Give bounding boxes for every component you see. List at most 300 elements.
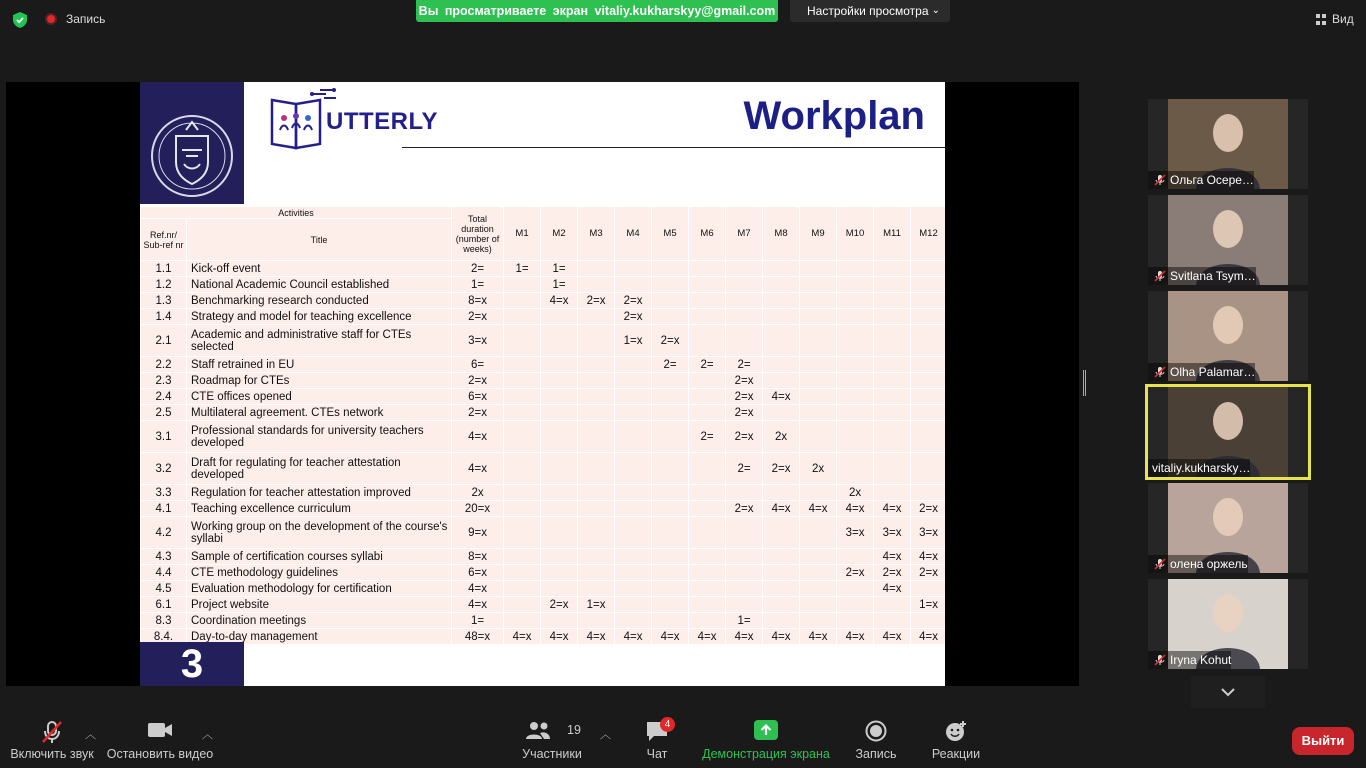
chevron-down-icon — [1191, 676, 1265, 708]
row-month-cell — [615, 613, 652, 629]
row-ref: 8.3 — [141, 613, 187, 629]
row-month-cell — [578, 517, 615, 549]
row-month-cell — [911, 309, 945, 325]
row-month-cell — [800, 277, 837, 293]
row-month-cell — [541, 389, 578, 405]
participants-label: Участники — [522, 747, 582, 761]
header-month: M3 — [578, 207, 615, 261]
participant-tile[interactable] — [1148, 195, 1308, 285]
row-month-cell: 2=x — [911, 501, 945, 517]
row-month-cell: 4=x — [800, 629, 837, 645]
row-month-cell — [689, 549, 726, 565]
row-ref: 2.5 — [141, 405, 187, 421]
video-camera-icon — [147, 720, 173, 740]
row-month-cell: 1= — [504, 261, 541, 277]
row-month-cell: 4=x — [837, 629, 874, 645]
participant-name: Svitlana Tsym… — [1148, 267, 1256, 285]
row-month-cell: 2=x — [726, 405, 763, 421]
row-month-cell: 4=x — [874, 629, 911, 645]
stop-video-button[interactable] — [106, 710, 214, 768]
row-month-cell — [615, 597, 652, 613]
row-month-cell: 3=x — [911, 517, 945, 549]
row-month-cell: 2= — [726, 357, 763, 373]
row-month-cell — [541, 501, 578, 517]
view-button[interactable]: Вид — [1332, 12, 1354, 26]
row-month-cell — [874, 389, 911, 405]
row-ref: 4.5 — [141, 581, 187, 597]
view-settings-button[interactable] — [790, 0, 950, 22]
row-month-cell — [578, 581, 615, 597]
row-ref: 1.1 — [141, 261, 187, 277]
row-month-cell — [911, 357, 945, 373]
table-row — [141, 613, 946, 629]
row-month-cell: 3=x — [874, 517, 911, 549]
row-month-cell: 4=x — [726, 629, 763, 645]
table-row — [141, 421, 946, 453]
leave-meeting-button[interactable]: Выйти — [1292, 727, 1354, 755]
row-month-cell: 4=x — [874, 549, 911, 565]
row-total-duration: 8=x — [452, 549, 504, 565]
header-month: M12 — [911, 207, 945, 261]
row-total-duration: 1= — [452, 613, 504, 629]
header-ref: Ref.nr/ Sub-ref nr — [141, 219, 187, 261]
row-month-cell — [689, 485, 726, 501]
row-month-cell — [689, 261, 726, 277]
row-month-cell — [504, 613, 541, 629]
table-row — [141, 261, 946, 277]
row-month-cell — [504, 453, 541, 485]
participant-tile[interactable] — [1148, 387, 1308, 477]
table-row — [141, 405, 946, 421]
row-month-cell — [763, 581, 800, 597]
utterly-logo-text: UTTERLY — [326, 108, 438, 135]
row-month-cell — [726, 485, 763, 501]
row-ref: 1.3 — [141, 293, 187, 309]
row-month-cell: 4=x — [763, 629, 800, 645]
chevron-down-icon: ⌄ — [931, 5, 940, 16]
row-month-cell — [541, 405, 578, 421]
row-month-cell — [504, 549, 541, 565]
row-month-cell — [726, 325, 763, 357]
row-month-cell — [763, 373, 800, 389]
header-month: M10 — [837, 207, 874, 261]
row-month-cell — [837, 421, 874, 453]
row-month-cell: 4=x — [911, 629, 945, 645]
row-month-cell: 2=x — [911, 565, 945, 581]
row-month-cell — [615, 517, 652, 549]
row-month-cell — [837, 453, 874, 485]
participant-tile[interactable] — [1148, 483, 1308, 573]
row-month-cell: 4=x — [689, 629, 726, 645]
participant-name: Iryna Kohut — [1148, 651, 1231, 669]
row-month-cell — [504, 485, 541, 501]
row-month-cell — [541, 565, 578, 581]
row-month-cell — [911, 389, 945, 405]
row-month-cell — [652, 549, 689, 565]
row-month-cell — [504, 357, 541, 373]
gallery-scroll-down-button[interactable] — [1191, 676, 1265, 708]
row-month-cell: 4=x — [837, 501, 874, 517]
row-month-cell: 4=x — [504, 629, 541, 645]
microphone-muted-icon — [40, 720, 64, 744]
grid-view-icon[interactable] — [1316, 14, 1327, 25]
row-month-cell — [652, 581, 689, 597]
row-month-cell — [837, 549, 874, 565]
share-screen-label: Демонстрация экрана — [702, 747, 830, 761]
row-month-cell — [689, 581, 726, 597]
row-month-cell — [541, 485, 578, 501]
row-month-cell — [800, 373, 837, 389]
row-month-cell — [911, 373, 945, 389]
participant-tile[interactable] — [1148, 99, 1308, 189]
row-month-cell — [541, 325, 578, 357]
row-month-cell — [652, 389, 689, 405]
row-month-cell — [615, 421, 652, 453]
row-month-cell — [504, 517, 541, 549]
row-month-cell — [541, 549, 578, 565]
participants-button[interactable] — [516, 710, 588, 768]
row-title: Multilateral agreement. CTEs network — [187, 405, 452, 421]
title-divider — [402, 147, 945, 148]
microphone-muted-icon — [1154, 270, 1166, 282]
row-month-cell: 2=x — [874, 565, 911, 581]
row-month-cell — [837, 597, 874, 613]
row-month-cell — [726, 581, 763, 597]
row-month-cell — [874, 373, 911, 389]
row-month-cell — [689, 325, 726, 357]
microphone-muted-icon — [1154, 558, 1166, 570]
header-month: M6 — [689, 207, 726, 261]
row-month-cell — [652, 373, 689, 389]
row-month-cell — [763, 613, 800, 629]
participant-tile[interactable] — [1148, 291, 1308, 381]
recording-label: Запись — [66, 12, 106, 26]
participant-name: Ольга Осере… — [1148, 171, 1254, 189]
header-title: Title — [187, 219, 452, 261]
row-month-cell — [578, 309, 615, 325]
row-total-duration: 8=x — [452, 293, 504, 309]
row-total-duration: 6=x — [452, 389, 504, 405]
row-month-cell — [504, 293, 541, 309]
row-month-cell: 4=x — [874, 581, 911, 597]
participant-tile[interactable] — [1148, 579, 1308, 669]
row-month-cell — [837, 293, 874, 309]
row-ref: 3.2 — [141, 453, 187, 485]
row-month-cell — [615, 405, 652, 421]
row-month-cell: 2=x — [541, 597, 578, 613]
row-title: Professional standards for university teachers developed — [187, 421, 452, 453]
row-month-cell — [874, 357, 911, 373]
row-month-cell — [837, 277, 874, 293]
row-month-cell — [578, 357, 615, 373]
row-month-cell: 2=x — [615, 309, 652, 325]
row-month-cell — [578, 325, 615, 357]
split-resize-handle[interactable] — [1083, 370, 1086, 396]
row-month-cell — [911, 261, 945, 277]
header-month: M5 — [652, 207, 689, 261]
row-month-cell — [504, 581, 541, 597]
row-total-duration: 6= — [452, 357, 504, 373]
row-month-cell — [504, 277, 541, 293]
row-ref: 1.2 — [141, 277, 187, 293]
chat-button[interactable] — [630, 710, 684, 768]
table-row — [141, 389, 946, 405]
row-total-duration: 4=x — [452, 581, 504, 597]
row-month-cell: 4=x — [652, 629, 689, 645]
row-month-cell — [578, 453, 615, 485]
row-month-cell: 2=x — [726, 421, 763, 453]
table-row — [141, 549, 946, 565]
row-month-cell — [837, 389, 874, 405]
row-month-cell — [541, 517, 578, 549]
row-total-duration: 4=x — [452, 597, 504, 613]
row-month-cell — [689, 293, 726, 309]
row-month-cell — [504, 501, 541, 517]
row-month-cell — [652, 293, 689, 309]
row-month-cell — [541, 453, 578, 485]
row-month-cell — [652, 501, 689, 517]
record-icon — [865, 720, 887, 742]
row-month-cell — [578, 549, 615, 565]
top-bar — [0, 0, 1366, 40]
row-ref: 1.4 — [141, 309, 187, 325]
row-month-cell — [837, 261, 874, 277]
row-month-cell — [541, 613, 578, 629]
row-month-cell — [874, 405, 911, 421]
row-total-duration: 4=x — [452, 421, 504, 453]
row-month-cell — [800, 261, 837, 277]
header-month: M4 — [615, 207, 652, 261]
row-month-cell — [689, 597, 726, 613]
row-month-cell — [874, 613, 911, 629]
row-month-cell — [615, 453, 652, 485]
header-month: M11 — [874, 207, 911, 261]
row-month-cell — [800, 357, 837, 373]
row-month-cell — [800, 389, 837, 405]
table-row — [141, 565, 946, 581]
row-month-cell — [504, 405, 541, 421]
row-month-cell: 4=x — [911, 549, 945, 565]
row-month-cell: 2x — [837, 485, 874, 501]
row-month-cell — [541, 373, 578, 389]
row-total-duration: 6=x — [452, 565, 504, 581]
row-month-cell — [874, 597, 911, 613]
header-month: M9 — [800, 207, 837, 261]
row-month-cell — [837, 405, 874, 421]
page-number: 3 — [180, 642, 204, 686]
viewing-screen-banner: Вы просматриваете экран vitaliy.kukharskyy@gmail.com — [416, 0, 778, 22]
row-month-cell — [874, 453, 911, 485]
row-month-cell — [578, 405, 615, 421]
row-month-cell: 1=x — [578, 597, 615, 613]
row-month-cell — [689, 453, 726, 485]
row-title: Academic and administrative staff for CTEs selected — [187, 325, 452, 357]
row-month-cell — [726, 517, 763, 549]
row-month-cell — [578, 485, 615, 501]
stop-video-label: Остановить видео — [106, 747, 214, 761]
row-month-cell — [763, 309, 800, 325]
row-month-cell — [763, 293, 800, 309]
row-month-cell — [615, 261, 652, 277]
row-month-cell — [578, 277, 615, 293]
row-month-cell: 2=x — [726, 373, 763, 389]
row-ref: 8.4. — [141, 629, 187, 645]
row-month-cell — [541, 357, 578, 373]
row-total-duration: 2x — [452, 485, 504, 501]
reactions-smiley-icon — [944, 720, 968, 742]
row-title: National Academic Council established — [187, 277, 452, 293]
table-row — [141, 597, 946, 613]
participant-name: vitaliy.kukharsky… — [1148, 459, 1250, 477]
shared-screen — [6, 82, 1079, 686]
row-total-duration: 1= — [452, 277, 504, 293]
audio-options-caret-icon[interactable]: ︿ — [85, 729, 96, 741]
table-row — [141, 309, 946, 325]
row-month-cell — [800, 293, 837, 309]
recording-dot-icon — [45, 13, 57, 25]
row-ref: 3.3 — [141, 485, 187, 501]
row-month-cell — [652, 565, 689, 581]
row-month-cell: 2= — [689, 357, 726, 373]
header-month: M2 — [541, 207, 578, 261]
row-total-duration: 2=x — [452, 405, 504, 421]
row-month-cell — [874, 421, 911, 453]
row-title: Staff retrained in EU — [187, 357, 452, 373]
security-shield-icon[interactable] — [12, 11, 28, 29]
row-month-cell: 2x — [763, 421, 800, 453]
row-month-cell — [504, 389, 541, 405]
row-month-cell — [874, 277, 911, 293]
row-month-cell — [874, 293, 911, 309]
row-month-cell — [911, 277, 945, 293]
row-month-cell — [541, 581, 578, 597]
row-month-cell — [652, 453, 689, 485]
row-month-cell — [837, 325, 874, 357]
row-month-cell — [578, 421, 615, 453]
participant-name: Olha Palamar… — [1148, 363, 1255, 381]
reactions-button[interactable] — [928, 710, 984, 768]
row-month-cell — [615, 389, 652, 405]
row-month-cell — [504, 373, 541, 389]
reactions-label: Реакции — [931, 747, 981, 761]
table-row — [141, 357, 946, 373]
row-month-cell — [800, 565, 837, 581]
row-month-cell — [578, 389, 615, 405]
row-month-cell: 4=x — [541, 629, 578, 645]
row-month-cell — [800, 581, 837, 597]
table-row — [141, 581, 946, 597]
row-title: Day-to-day management — [187, 629, 452, 645]
unmute-label: Включить звук — [10, 747, 94, 761]
row-month-cell — [615, 357, 652, 373]
table-row — [141, 325, 946, 357]
row-month-cell: 2=x — [652, 325, 689, 357]
row-month-cell — [911, 581, 945, 597]
row-total-duration: 3=x — [452, 325, 504, 357]
row-ref: 4.1 — [141, 501, 187, 517]
row-ref: 6.1 — [141, 597, 187, 613]
chat-label: Чат — [646, 747, 668, 761]
row-month-cell — [652, 613, 689, 629]
row-month-cell — [541, 421, 578, 453]
row-month-cell — [578, 501, 615, 517]
share-screen-button[interactable] — [700, 710, 832, 768]
row-month-cell — [726, 597, 763, 613]
table-row — [141, 293, 946, 309]
row-title: Working group on the development of the course's syllabi — [187, 517, 452, 549]
row-month-cell — [652, 309, 689, 325]
row-month-cell — [911, 453, 945, 485]
row-month-cell: 2=x — [726, 389, 763, 405]
workplan-table — [140, 206, 945, 645]
row-month-cell — [800, 549, 837, 565]
university-crest-icon — [150, 112, 234, 200]
row-title: CTE methodology guidelines — [187, 565, 452, 581]
row-month-cell — [652, 277, 689, 293]
row-month-cell — [689, 389, 726, 405]
header-month: M8 — [763, 207, 800, 261]
row-month-cell — [837, 581, 874, 597]
table-row — [141, 517, 946, 549]
microphone-muted-icon — [1154, 174, 1166, 186]
row-month-cell — [837, 309, 874, 325]
participants-count: 19 — [567, 723, 581, 737]
row-month-cell — [763, 357, 800, 373]
row-month-cell — [800, 325, 837, 357]
row-month-cell — [763, 277, 800, 293]
row-month-cell — [504, 325, 541, 357]
row-month-cell: 4=x — [541, 293, 578, 309]
row-total-duration: 2=x — [452, 373, 504, 389]
row-month-cell — [911, 485, 945, 501]
table-row — [141, 373, 946, 389]
row-month-cell: 4=x — [763, 389, 800, 405]
row-month-cell — [689, 501, 726, 517]
row-month-cell: 2= — [652, 357, 689, 373]
row-month-cell — [800, 309, 837, 325]
row-month-cell — [763, 261, 800, 277]
row-month-cell — [800, 421, 837, 453]
row-month-cell: 3=x — [837, 517, 874, 549]
slide-title: Workplan — [743, 94, 925, 138]
row-month-cell — [615, 373, 652, 389]
row-total-duration: 2= — [452, 261, 504, 277]
row-ref: 2.1 — [141, 325, 187, 357]
row-month-cell — [652, 485, 689, 501]
row-total-duration: 20=x — [452, 501, 504, 517]
row-month-cell — [689, 517, 726, 549]
participants-options-caret-icon[interactable]: ︿ — [600, 729, 611, 741]
microphone-muted-icon — [1154, 654, 1166, 666]
row-month-cell — [615, 581, 652, 597]
video-options-caret-icon[interactable]: ︿ — [202, 729, 213, 741]
row-month-cell: 4=x — [578, 629, 615, 645]
row-month-cell — [726, 277, 763, 293]
row-month-cell — [763, 517, 800, 549]
row-month-cell — [800, 485, 837, 501]
row-month-cell — [578, 373, 615, 389]
row-month-cell — [726, 261, 763, 277]
row-month-cell — [911, 613, 945, 629]
row-month-cell — [541, 309, 578, 325]
row-month-cell: 2=x — [726, 501, 763, 517]
table-row — [141, 453, 946, 485]
record-button[interactable] — [850, 710, 902, 768]
row-month-cell — [652, 517, 689, 549]
row-month-cell — [763, 485, 800, 501]
row-month-cell: 2= — [689, 421, 726, 453]
row-month-cell — [504, 421, 541, 453]
